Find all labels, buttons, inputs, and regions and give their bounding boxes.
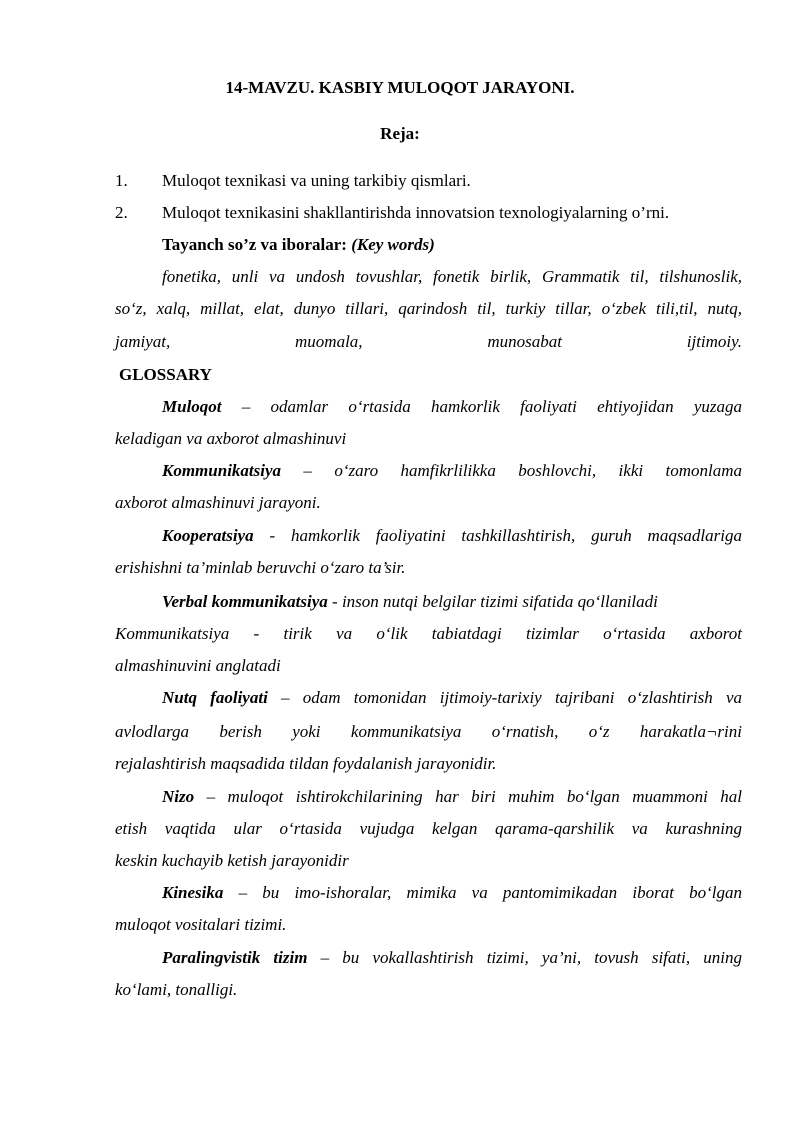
glossary-entry: Kommunikatsiya – o‘zaro hamfikrlilikka boshlovchi, ikki tomonlama [162, 461, 742, 480]
glossary-entry: Verbal kommunikatsiya - inson nutqi belgilar tizimi sifatida qo‘llaniladi [162, 592, 658, 611]
glossary-entry-cont: erishishni ta’minlab beruvchi o‘zaro ta’sir. [115, 558, 406, 577]
keywords-heading: Tayanch so’z va iboralar: (Key words) [162, 235, 435, 254]
glossary-entry-cont: muloqot vositalari tizimi. [115, 915, 287, 934]
glossary-entry-cont: almashinuvini anglatadi [115, 656, 281, 675]
plan-item-text: Muloqot texnikasini shakllantirishda innovatsion texnologiyalarning o’rni. [162, 203, 670, 222]
glossary-entry-cont: Kommunikatsiya - tirik va o‘lik tabiatdagi tizimlar o‘rtasida axborot [115, 624, 742, 643]
keywords-line: jamiyat, muomala, munosabat ijtimoiy. [115, 332, 742, 351]
plan-heading: Reja: [380, 124, 420, 143]
glossary-entry-cont: avlodlarga berish yoki kommunikatsiya o‘rnatish, o‘z harakatla¬rini [115, 722, 742, 741]
keywords-line: fonetika, unli va undosh tovushlar, fonetik birlik, Grammatik til, tilshunoslik, [162, 267, 742, 286]
glossary-entry: Nizo – muloqot ishtirokchilarining har biri muhim bo‘lgan muammoni hal [162, 787, 742, 806]
glossary-entry: Nutq faoliyati – odam tomonidan ijtimoiy-tarixiy tajribani o‘zlashtirish va [162, 688, 742, 707]
glossary-entry-cont: rejalashtirish maqsadida tildan foydalanish jarayonidir. [115, 754, 497, 773]
plan-item-number: 1. [115, 171, 128, 190]
glossary-entry-cont: ko‘lami, tonalligi. [115, 980, 238, 999]
glossary-entry: Kinesika – bu imo-ishoralar, mimika va pantomimikadan iborat bo‘lgan [162, 883, 742, 902]
glossary-entry: Paralingvistik tizim – bu vokallashtirish tizimi, ya’ni, tovush sifati, uning [162, 948, 742, 967]
glossary-heading: GLOSSARY [119, 365, 212, 384]
glossary-entry-cont: axborot almashinuvi jarayoni. [115, 493, 321, 512]
glossary-entry: Muloqot – odamlar o‘rtasida hamkorlik faoliyati ehtiyojidan yuzaga [162, 397, 742, 416]
glossary-entry: Kooperatsiya - hamkorlik faoliyatini tashkillashtirish, guruh maqsadlariga [162, 526, 742, 545]
glossary-entry-cont: keskin kuchayib ketish jarayonidir [115, 851, 349, 870]
glossary-entry-cont: etish vaqtida ular o‘rtasida vujudga kelgan qarama-qarshilik va kurashning [115, 819, 742, 838]
page-title: 14-MAVZU. KASBIY MULOQOT JARAYONI. [225, 78, 575, 97]
keywords-line: so‘z, xalq, millat, elat, dunyo tillari, qarindosh til, turkiy tillar, o‘zbek tili,til, nutq, [115, 299, 742, 318]
plan-item-number: 2. [115, 203, 128, 222]
plan-item-text: Muloqot texnikasi va uning tarkibiy qismlari. [162, 171, 471, 190]
glossary-entry-cont: keladigan va axborot almashinuvi [115, 429, 347, 448]
